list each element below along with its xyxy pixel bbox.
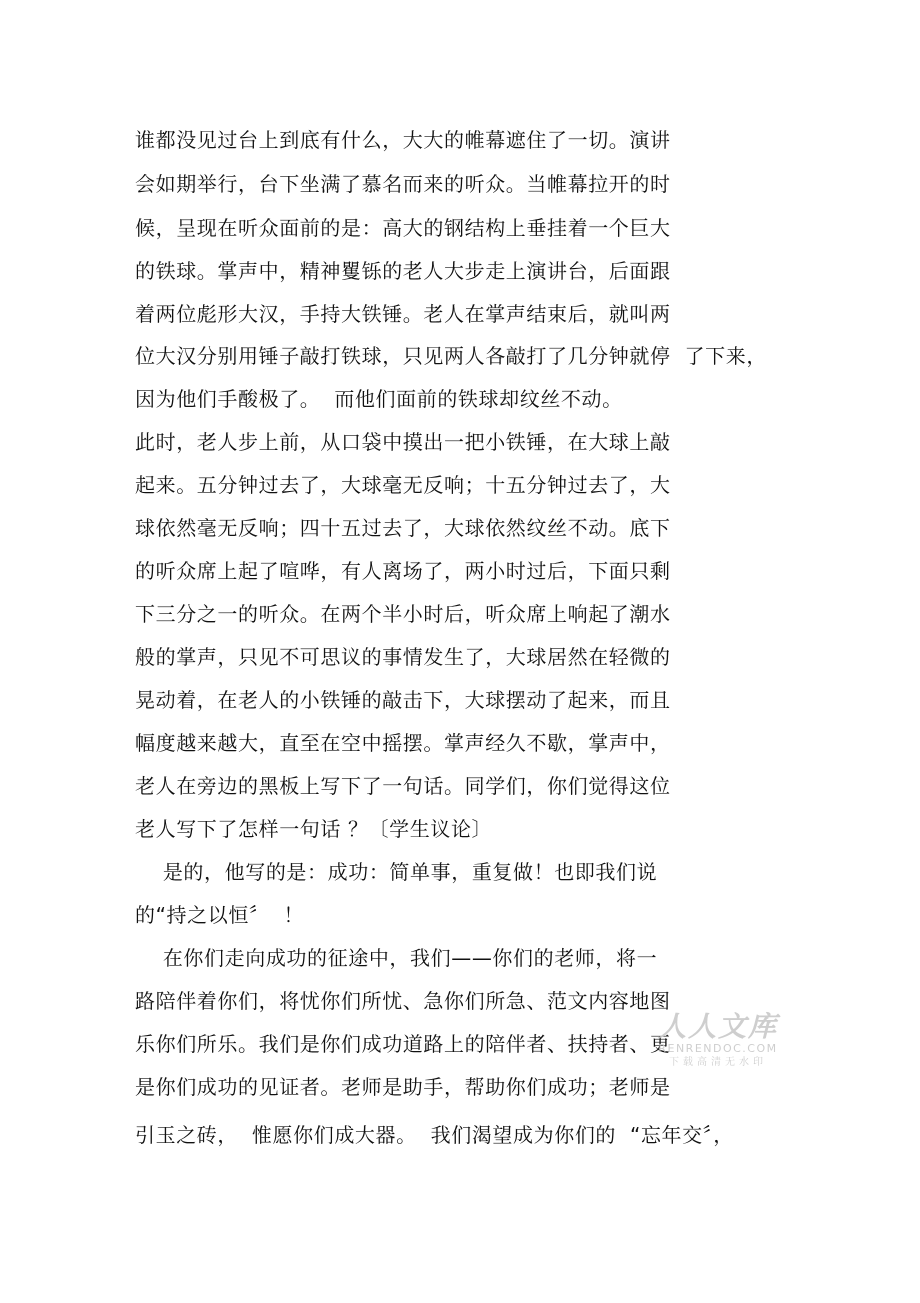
text-line: 会如期举行，台下坐满了慕名而来的听众。当帷幕拉开的时 — [135, 172, 671, 196]
watermark-domain: RENRENDOC.COM — [658, 1042, 778, 1055]
text-line: 路陪伴着你们，将忧你们所忧、急你们所急、范文内容地图 — [135, 989, 671, 1013]
text-line: 候，呈现在听众面前的是：高大的钢结构上垂挂着一个巨大 — [135, 216, 671, 240]
text-line: 在你们走向成功的征途中，我们——你们的老师，将一 — [135, 946, 658, 970]
text-line: 的“持之以恒〞 ！ — [135, 903, 305, 927]
text-line: 下三分之一的听众。在两个半小时后，听众席上响起了潮水 — [135, 602, 671, 626]
text-line: 球依然毫无反响；四十五过去了，大球依然纹丝不动。底下 — [135, 516, 671, 540]
text-line: 谁都没见过台上到底有什么，大大的帷幕遮住了一切。演讲 — [135, 128, 671, 152]
text-line: 因为他们手酸极了。 而他们面前的铁球却纹丝不动。 — [135, 387, 623, 411]
text-line: 引玉之砖， 惟愿你们成大器。 我们渴望成为你们的 “忘年交〞， — [135, 1123, 734, 1147]
watermark-title: 人人文库 — [657, 1010, 778, 1043]
text-line: 般的掌声，只见不可思议的事情发生了，大球居然在轻微的 — [135, 645, 671, 669]
text-line: 的听众席上起了喧哗，有人离场了，两小时过后，下面只剩 — [135, 559, 671, 583]
text-line: 起来。五分钟过去了，大球毫无反响；十五分钟过去了，大 — [135, 473, 671, 497]
text-line: 乐你们所乐。我们是你们成功道路上的陪伴者、扶持者、更 — [135, 1032, 671, 1056]
text-line: 位大汉分别用锤子敲打铁球，只见两人各敲打了几分钟就停 了下来， — [135, 344, 767, 368]
text-line: 此时，老人步上前，从口袋中摸出一把小铁锤，在大球上敲 — [135, 430, 671, 454]
text-line: 着两位彪形大汉，手持大铁锤。老人在掌声结束后，就叫两 — [135, 302, 671, 326]
text-line: 晃动着，在老人的小铁锤的敲击下，大球摆动了起来，而且 — [135, 688, 671, 712]
text-line: 是的，他写的是：成功：简单事，重复做！也即我们说 — [135, 860, 658, 884]
watermark — [648, 1012, 788, 1069]
text-line: 幅度越来越大，直至在空中摇摆。掌声经久不歇，掌声中， — [135, 731, 671, 755]
text-line: 的铁球。掌声中，精神矍铄的老人大步走上演讲台，后面跟 — [135, 259, 671, 283]
text-line: 是你们成功的见证者。老师是助手，帮助你们成功；老师是 — [135, 1075, 671, 1099]
watermark-subtitle: 下载高清无水印 — [669, 1057, 767, 1068]
text-line: 老人在旁边的黑板上写下了一句话。同学们，你们觉得这位 — [135, 774, 671, 798]
text-line: 老人写下了怎样一句话 ？〔学生议论〕 — [135, 817, 493, 841]
